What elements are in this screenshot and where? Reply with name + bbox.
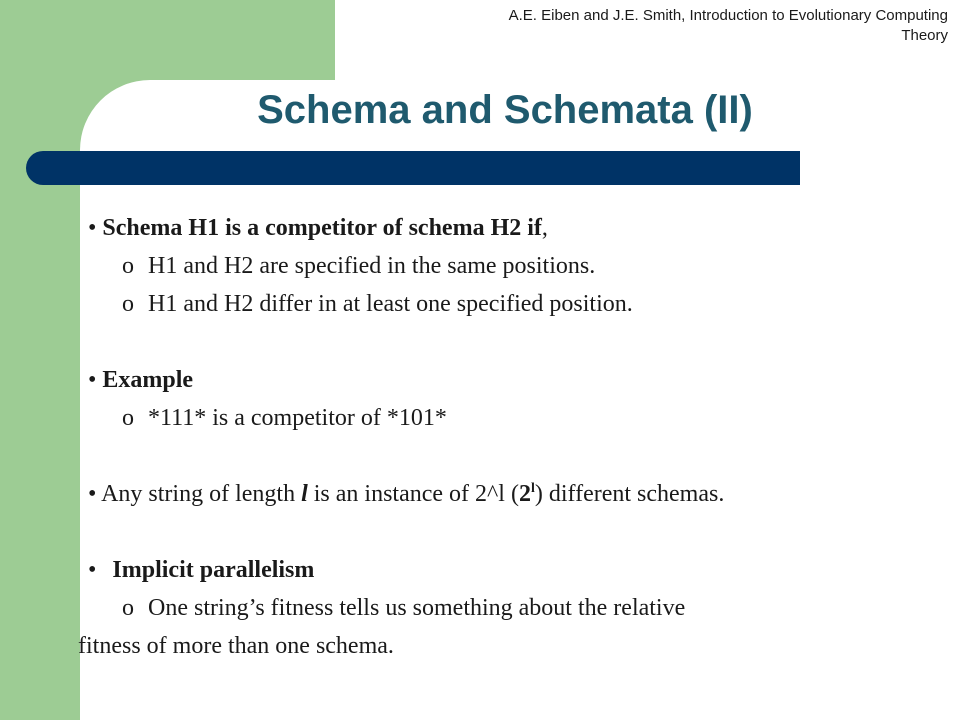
sub-item: [122, 291, 633, 318]
bullet-marker: •: [88, 215, 97, 241]
sub-item: [122, 595, 685, 622]
sub-marker: o: [122, 405, 134, 431]
length-symbol: l: [301, 481, 308, 507]
sub-item-text: *111* is a competitor of *101*: [148, 405, 447, 431]
sub-item-text: H1 and H2 differ in at least one specified position.: [148, 291, 633, 317]
sub-marker: o: [122, 595, 134, 621]
bullet-competitor-trail: ,: [541, 215, 548, 241]
power-base: 2: [518, 481, 531, 507]
bullet-instance-part1: Any string of length: [101, 481, 302, 507]
sub-item-continuation: fitness of more than one schema.: [78, 633, 394, 659]
bullet-marker: •: [88, 367, 97, 393]
power-exponent: l: [530, 481, 535, 496]
sub-marker: o: [122, 291, 134, 317]
bullet-parallelism-text: Implicit parallelism: [112, 557, 315, 583]
bullet-marker: •: [88, 481, 97, 507]
bullet-marker: •: [88, 557, 97, 583]
bullet-example: [88, 367, 193, 394]
sub-item: [122, 253, 595, 280]
sub-item-text: H1 and H2 are specified in the same positions.: [148, 253, 596, 279]
sub-marker: o: [122, 253, 134, 279]
slide-title: Schema and Schemata (II): [257, 88, 753, 132]
bullet-competitor: [88, 215, 548, 242]
bullet-competitor-text: Schema H1 is a competitor of schema H2 if: [102, 215, 542, 241]
header-credit: [348, 6, 948, 46]
credit-line-1: A.E. Eiben and J.E. Smith, Introduction to Evolutionary Computing: [508, 7, 948, 24]
bullet-instance-part3: ) different schemas.: [534, 481, 725, 507]
bullet-parallelism: [88, 557, 314, 584]
sub-item-text: One string’s fitness tells us something about the relative: [148, 595, 686, 621]
bullet-instance: [88, 481, 724, 508]
credit-line-2: Theory: [901, 27, 948, 44]
bullet-example-text: Example: [102, 367, 194, 393]
title-underline-bar: [26, 151, 800, 185]
bullet-instance-part2: is an instance of 2^l (: [307, 481, 519, 507]
sub-item: [122, 405, 447, 432]
